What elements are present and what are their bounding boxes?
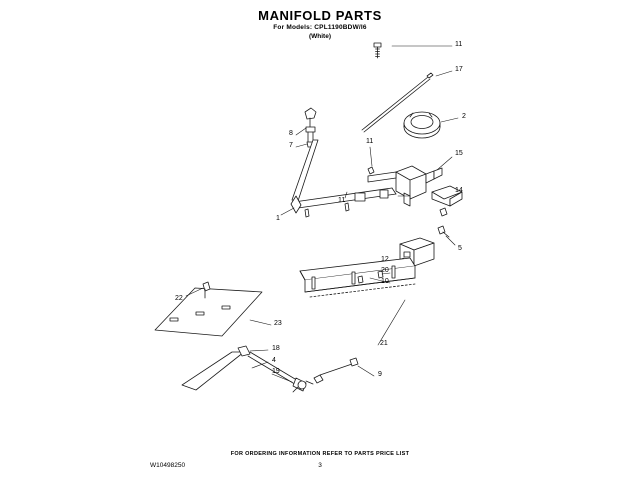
callout-19: 19 bbox=[272, 368, 280, 375]
page-number: 3 bbox=[318, 462, 322, 469]
callout-21: 21 bbox=[380, 340, 388, 347]
page-title: MANIFOLD PARTS bbox=[258, 8, 382, 23]
callout-14: 14 bbox=[455, 187, 463, 194]
part-screw-top bbox=[374, 43, 381, 58]
part-screw-5 bbox=[438, 226, 449, 237]
part-valve-body bbox=[368, 166, 442, 206]
callout-20: 20 bbox=[381, 267, 389, 274]
callout-11-top: 11 bbox=[455, 41, 463, 48]
callout-15: 15 bbox=[455, 150, 463, 157]
callout-7: 7 bbox=[289, 142, 293, 149]
callout-1: 1 bbox=[276, 215, 280, 222]
color-line: (White) bbox=[308, 33, 332, 40]
callout-10: 10 bbox=[381, 278, 389, 285]
ordering-note: FOR ORDERING INFORMATION REFER TO PARTS PRICE LIST bbox=[230, 451, 410, 457]
callout-9: 9 bbox=[378, 371, 382, 378]
callout-2: 2 bbox=[462, 113, 466, 120]
document-code: W10498250 bbox=[150, 462, 186, 469]
callout-23: 23 bbox=[274, 320, 282, 327]
callout-22: 22 bbox=[175, 295, 183, 302]
callout-11-mid: 11 bbox=[366, 138, 374, 145]
part-flat-panel bbox=[155, 282, 262, 336]
callout-18: 18 bbox=[272, 345, 280, 352]
part-burner-tube bbox=[182, 346, 358, 392]
part-long-rail bbox=[300, 258, 415, 297]
part-regulator-cap bbox=[404, 112, 440, 138]
callout-5: 5 bbox=[458, 245, 462, 252]
callout-12: 12 bbox=[381, 256, 389, 263]
models-line: For Models: CPL1190BDW/I6 bbox=[273, 24, 367, 31]
callout-4: 4 bbox=[272, 357, 276, 364]
callout-11-lower: 11 bbox=[338, 197, 346, 204]
callout-8: 8 bbox=[289, 130, 293, 137]
callout-17: 17 bbox=[455, 66, 463, 73]
